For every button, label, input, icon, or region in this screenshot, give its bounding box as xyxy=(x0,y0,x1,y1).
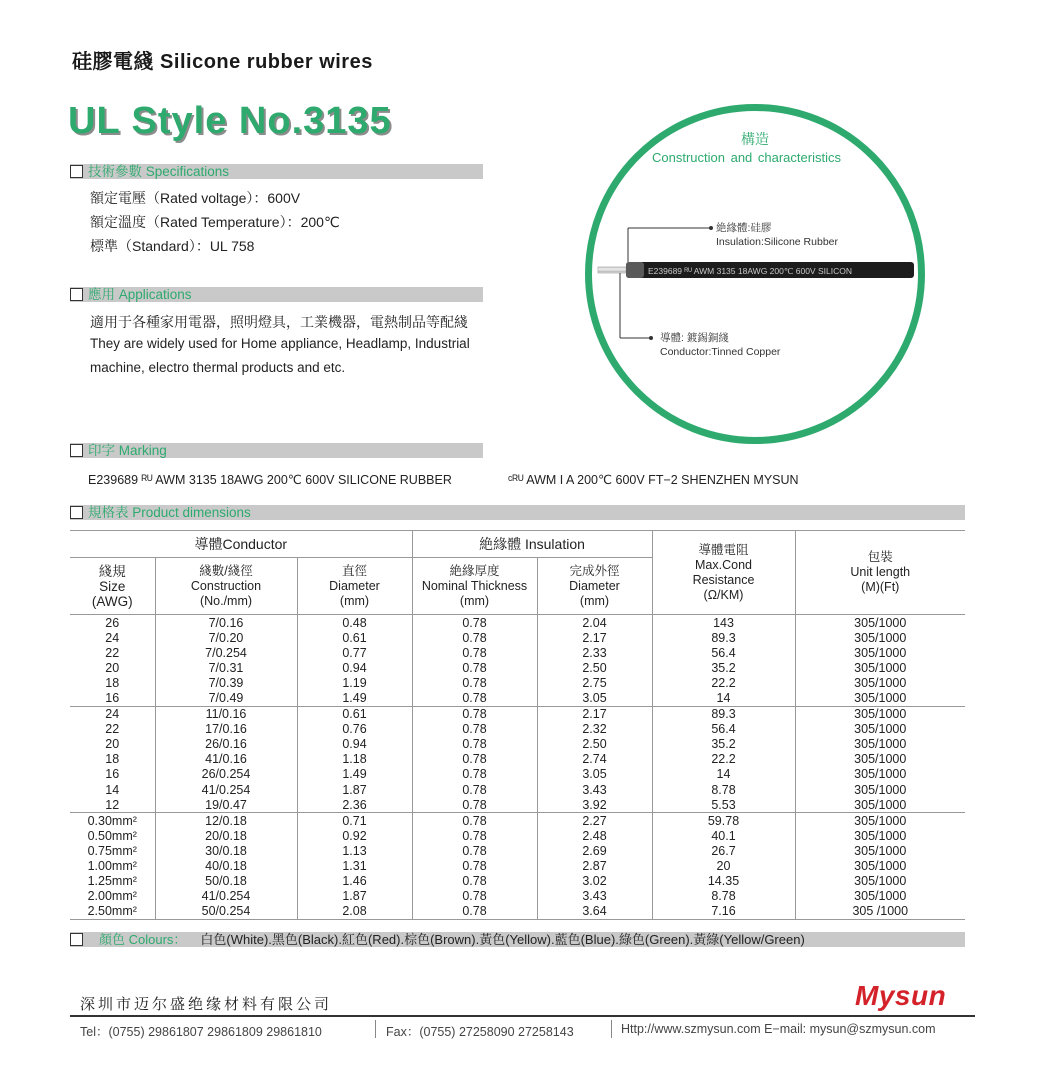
cell-unit-length: 305/1000 xyxy=(854,752,907,767)
cell-outer-diameter: 2.17 xyxy=(537,706,652,722)
table-row xyxy=(70,767,965,782)
cell-conductor-diameter: 1.87 xyxy=(297,782,412,797)
cell-resistance: 5.53 xyxy=(652,797,795,813)
cell-resistance: 56.4 xyxy=(652,645,795,660)
product-dimensions-body xyxy=(70,615,965,920)
spec-rated-temperature: 額定溫度（Rated Temperature）：200℃ xyxy=(90,214,340,230)
cell-unit-length: 305/1000 xyxy=(854,828,907,843)
cell-size: 14 xyxy=(70,782,155,797)
colours-bar xyxy=(70,932,965,947)
cell-resistance: 7.16 xyxy=(652,904,795,920)
footer-web-email: Http://www.szmysun.com E−mail: mysun@szmysun.com xyxy=(621,1022,936,1036)
cell-outer-diameter: 2.50 xyxy=(537,737,652,752)
applications-heading-label: 應用 Applications xyxy=(88,287,192,302)
spec-standard: 標準（Standard）：UL 758 xyxy=(90,238,255,254)
conductor-label-cn: 導體: 鍍錫銅綫 xyxy=(660,332,729,344)
marking-heading-label: 印字 Marking xyxy=(88,443,167,458)
cell-construction: 41/0.254 xyxy=(155,889,297,904)
cell-conductor-diameter: 1.18 xyxy=(297,752,412,767)
conductor-label-en: Conductor:Tinned Copper xyxy=(660,346,781,358)
cell-unit-length: 305/1000 xyxy=(854,660,907,675)
cell-construction: 7/0.31 xyxy=(155,660,297,675)
cell-construction: 12/0.18 xyxy=(155,813,297,829)
insulation-group-header: 絶緣體 Insulation xyxy=(412,531,652,558)
nominal-thickness-header: 絶緣厚度 Nominal Thickness (mm) xyxy=(412,558,537,615)
cell-construction: 7/0.39 xyxy=(155,675,297,690)
cell-conductor-diameter: 0.61 xyxy=(297,630,412,645)
cell-unit-length: 305/1000 xyxy=(854,843,907,858)
cell-resistance: 35.2 xyxy=(652,660,795,675)
cell-outer-diameter: 2.74 xyxy=(537,752,652,767)
cell-outer-diameter: 2.75 xyxy=(537,675,652,690)
conductor-group-header: 導體Conductor xyxy=(70,531,412,558)
table-row xyxy=(70,615,965,631)
cell-resistance: 89.3 xyxy=(652,630,795,645)
cell-outer-diameter: 2.32 xyxy=(537,722,652,737)
cell-resistance: 35.2 xyxy=(652,737,795,752)
cell-unit-length: 305 /1000 xyxy=(852,904,909,919)
cell-nominal-thickness: 0.78 xyxy=(412,874,537,889)
cell-construction: 40/0.18 xyxy=(155,859,297,874)
cell-outer-diameter: 2.04 xyxy=(537,615,652,631)
cell-conductor-diameter: 0.76 xyxy=(297,722,412,737)
cell-conductor-diameter: 1.49 xyxy=(297,690,412,706)
cell-construction: 11/0.16 xyxy=(155,706,297,722)
spec-rated-voltage: 額定電壓（Rated voltage）：600V xyxy=(90,190,301,206)
cell-unit-length: 305/1000 xyxy=(854,722,907,737)
cell-size: 16 xyxy=(70,767,155,782)
table-row xyxy=(70,722,965,737)
product-dimensions-table xyxy=(70,530,965,920)
cell-unit-length: 305/1000 xyxy=(854,782,907,797)
cell-conductor-diameter: 1.19 xyxy=(297,675,412,690)
cell-nominal-thickness: 0.78 xyxy=(412,722,537,737)
cell-outer-diameter: 3.92 xyxy=(537,797,652,813)
cell-nominal-thickness: 0.78 xyxy=(412,828,537,843)
cell-unit-length: 305/1000 xyxy=(854,707,907,722)
cell-outer-diameter: 2.33 xyxy=(537,645,652,660)
cell-size: 24 xyxy=(70,630,155,645)
cell-resistance: 14 xyxy=(652,767,795,782)
conductor-diameter-header: 直徑 Diameter (mm) xyxy=(297,558,412,615)
table-row xyxy=(70,813,965,829)
cell-unit-length: 305/1000 xyxy=(854,889,907,904)
checkbox-square-icon xyxy=(70,444,83,457)
cell-conductor-diameter: 1.13 xyxy=(297,843,412,858)
cell-unit-length: 305/1000 xyxy=(854,874,907,889)
specifications-heading-label: 技術參數 Specifications xyxy=(88,164,230,179)
table-row xyxy=(70,828,965,843)
cell-nominal-thickness: 0.78 xyxy=(412,737,537,752)
cell-nominal-thickness: 0.78 xyxy=(412,797,537,813)
size-header: 綫規 Size (AWG) xyxy=(70,558,155,615)
page-header-title: 硅膠電綫 Silicone rubber wires xyxy=(72,51,373,73)
cell-size: 24 xyxy=(70,706,155,722)
footer-fax: Fax：(0755) 27258090 27258143 xyxy=(386,1025,574,1039)
resistance-header: 導體電阻 Max.Cond Resistance (Ω/KM) xyxy=(652,531,795,615)
cell-nominal-thickness: 0.78 xyxy=(412,767,537,782)
insulation-label-cn: 絶緣體:硅膠 xyxy=(716,222,772,234)
cell-unit-length: 305/1000 xyxy=(854,615,907,630)
cell-resistance: 22.2 xyxy=(652,752,795,767)
company-name: 深圳市迈尔盛绝缘材料有限公司 xyxy=(80,995,333,1013)
cell-resistance: 59.78 xyxy=(652,813,795,829)
cell-construction: 26/0.254 xyxy=(155,767,297,782)
cell-resistance: 26.7 xyxy=(652,843,795,858)
cell-outer-diameter: 3.05 xyxy=(537,690,652,706)
cell-outer-diameter: 2.87 xyxy=(537,859,652,874)
cell-conductor-diameter: 2.36 xyxy=(297,797,412,813)
cell-outer-diameter: 2.48 xyxy=(537,828,652,843)
table-row xyxy=(70,660,965,675)
table-row xyxy=(70,690,965,706)
cell-nominal-thickness: 0.78 xyxy=(412,889,537,904)
cell-resistance: 14 xyxy=(652,690,795,706)
cell-construction: 30/0.18 xyxy=(155,843,297,858)
cell-conductor-diameter: 0.71 xyxy=(297,813,412,829)
cell-unit-length: 305/1000 xyxy=(854,645,907,660)
cell-size: 22 xyxy=(70,722,155,737)
applications-line-en-1: They are widely used for Home appliance, Headlamp, Industrial xyxy=(90,336,470,351)
cell-unit-length: 305/1000 xyxy=(854,813,907,828)
cell-size: 20 xyxy=(70,660,155,675)
table-row xyxy=(70,843,965,858)
cell-nominal-thickness: 0.78 xyxy=(412,813,537,829)
cell-construction: 7/0.49 xyxy=(155,690,297,706)
cell-conductor-diameter: 1.49 xyxy=(297,767,412,782)
cell-unit-length: 305/1000 xyxy=(854,797,907,812)
table-row xyxy=(70,645,965,660)
cell-size: 26 xyxy=(70,615,155,631)
cell-resistance: 143 xyxy=(652,615,795,631)
table-row xyxy=(70,630,965,645)
outer-diameter-header: 完成外徑 Diameter (mm) xyxy=(537,558,652,615)
cell-resistance: 8.78 xyxy=(652,889,795,904)
colours-label: 顏色 Colours： xyxy=(99,932,187,947)
cell-unit-length: 305/1000 xyxy=(854,675,907,690)
cell-construction: 7/0.20 xyxy=(155,630,297,645)
cell-outer-diameter: 3.05 xyxy=(537,767,652,782)
cell-construction: 50/0.254 xyxy=(155,904,297,920)
cell-conductor-diameter: 1.31 xyxy=(297,859,412,874)
cell-conductor-diameter: 0.77 xyxy=(297,645,412,660)
table-row xyxy=(70,874,965,889)
cell-nominal-thickness: 0.78 xyxy=(412,752,537,767)
checkbox-square-icon xyxy=(70,165,83,178)
cell-construction: 41/0.16 xyxy=(155,752,297,767)
table-row xyxy=(70,859,965,874)
table-row xyxy=(70,904,965,920)
product-dimensions-heading-label: 規格表 Product dimensions xyxy=(88,505,251,520)
cell-size: 1.00mm² xyxy=(70,859,155,874)
cell-construction: 20/0.18 xyxy=(155,828,297,843)
cell-nominal-thickness: 0.78 xyxy=(412,843,537,858)
table-row xyxy=(70,737,965,752)
table-row xyxy=(70,889,965,904)
cell-size: 1.25mm² xyxy=(70,874,155,889)
cell-outer-diameter: 3.64 xyxy=(537,904,652,920)
unit-length-header: 包裝 Unit length (M)(Ft) xyxy=(795,531,965,615)
footer-divider xyxy=(70,1015,975,1017)
construction-title-cn: 構造 xyxy=(741,131,769,147)
cell-resistance: 22.2 xyxy=(652,675,795,690)
table-row xyxy=(70,675,965,690)
cell-size: 2.50mm² xyxy=(70,904,155,920)
applications-heading xyxy=(70,287,483,302)
cell-nominal-thickness: 0.78 xyxy=(412,630,537,645)
cell-unit-length: 305/1000 xyxy=(854,630,907,645)
cell-nominal-thickness: 0.78 xyxy=(412,645,537,660)
insulation-label-en: Insulation:Silicone Rubber xyxy=(716,236,838,248)
cell-size: 0.75mm² xyxy=(70,843,155,858)
table-row xyxy=(70,752,965,767)
marking-text-b: ᶜᴿᵁ AWM I A 200℃ 600V FT−2 SHENZHEN MYSUN xyxy=(508,473,799,487)
cell-resistance: 14.35 xyxy=(652,874,795,889)
footer-separator xyxy=(375,1020,376,1038)
cell-conductor-diameter: 0.61 xyxy=(297,706,412,722)
wire-print-text: E239689 ᴿᵁ AWM 3135 18AWG 200℃ 600V SILICON xyxy=(648,266,852,276)
cell-outer-diameter: 2.69 xyxy=(537,843,652,858)
cell-construction: 17/0.16 xyxy=(155,722,297,737)
cell-conductor-diameter: 1.46 xyxy=(297,874,412,889)
conductor-strands xyxy=(598,267,626,273)
cell-nominal-thickness: 0.78 xyxy=(412,904,537,920)
mysun-logo: Mysun xyxy=(855,980,947,1011)
construction-title-en: Construction and characteristics xyxy=(652,150,841,165)
applications-line-cn: 適用于各種家用電器，照明燈具，工業機器，電熱制品等配綫 xyxy=(90,314,468,330)
cell-unit-length: 305/1000 xyxy=(854,737,907,752)
construction-header: 綫數/綫徑 Construction (No./mm) xyxy=(155,558,297,615)
marking-text-a: E239689 ᴿᵁ AWM 3135 18AWG 200℃ 600V SILICONE RUBBER xyxy=(88,473,452,487)
cell-construction: 7/0.16 xyxy=(155,615,297,631)
cell-size: 20 xyxy=(70,737,155,752)
cell-unit-length: 305/1000 xyxy=(854,859,907,874)
cell-conductor-diameter: 0.48 xyxy=(297,615,412,631)
cell-resistance: 40.1 xyxy=(652,828,795,843)
cell-outer-diameter: 3.43 xyxy=(537,782,652,797)
checkbox-square-icon xyxy=(70,506,83,519)
cell-resistance: 89.3 xyxy=(652,706,795,722)
cell-size: 18 xyxy=(70,675,155,690)
applications-line-en-2: machine, electro thermal products and etc. xyxy=(90,360,346,375)
checkbox-square-icon xyxy=(70,288,83,301)
cell-conductor-diameter: 0.94 xyxy=(297,660,412,675)
colours-list: 白色(White).黑色(Black).紅色(Red).棕色(Brown).黃色(Yellow).藍色(Blue).綠色(Green).黃綠(Yellow/Green) xyxy=(200,932,805,947)
cell-unit-length: 305/1000 xyxy=(854,767,907,782)
cell-size: 2.00mm² xyxy=(70,889,155,904)
cell-construction: 41/0.254 xyxy=(155,782,297,797)
cell-nominal-thickness: 0.78 xyxy=(412,706,537,722)
marking-heading xyxy=(70,443,483,458)
footer-separator xyxy=(611,1020,612,1038)
cell-construction: 19/0.47 xyxy=(155,797,297,813)
cell-nominal-thickness: 0.78 xyxy=(412,690,537,706)
cell-nominal-thickness: 0.78 xyxy=(412,675,537,690)
cell-conductor-diameter: 0.94 xyxy=(297,737,412,752)
cell-unit-length: 305/1000 xyxy=(854,691,907,706)
cell-resistance: 56.4 xyxy=(652,722,795,737)
table-row xyxy=(70,782,965,797)
cell-construction: 26/0.16 xyxy=(155,737,297,752)
cell-size: 22 xyxy=(70,645,155,660)
cell-outer-diameter: 2.50 xyxy=(537,660,652,675)
cell-size: 0.30mm² xyxy=(70,813,155,829)
specifications-heading xyxy=(70,164,483,179)
table-row xyxy=(70,797,965,813)
cell-nominal-thickness: 0.78 xyxy=(412,782,537,797)
table-row xyxy=(70,706,965,722)
cell-resistance: 8.78 xyxy=(652,782,795,797)
ul-style-title: UL Style No.3135 xyxy=(68,100,392,142)
cell-outer-diameter: 3.02 xyxy=(537,874,652,889)
cell-nominal-thickness: 0.78 xyxy=(412,859,537,874)
cell-size: 0.50mm² xyxy=(70,828,155,843)
cell-construction: 7/0.254 xyxy=(155,645,297,660)
cell-size: 12 xyxy=(70,797,155,813)
cell-size: 18 xyxy=(70,752,155,767)
cell-nominal-thickness: 0.78 xyxy=(412,660,537,675)
cell-size: 16 xyxy=(70,690,155,706)
cell-conductor-diameter: 1.87 xyxy=(297,889,412,904)
cell-conductor-diameter: 2.08 xyxy=(297,904,412,920)
cell-resistance: 20 xyxy=(652,859,795,874)
cell-nominal-thickness: 0.78 xyxy=(412,615,537,631)
cell-outer-diameter: 2.17 xyxy=(537,630,652,645)
checkbox-square-icon xyxy=(70,933,83,946)
product-dimensions-heading xyxy=(70,505,965,520)
cell-outer-diameter: 2.27 xyxy=(537,813,652,829)
cell-conductor-diameter: 0.92 xyxy=(297,828,412,843)
cell-outer-diameter: 3.43 xyxy=(537,889,652,904)
cell-construction: 50/0.18 xyxy=(155,874,297,889)
footer-tel: Tel：(0755) 29861807 29861809 29861810 xyxy=(80,1025,322,1039)
